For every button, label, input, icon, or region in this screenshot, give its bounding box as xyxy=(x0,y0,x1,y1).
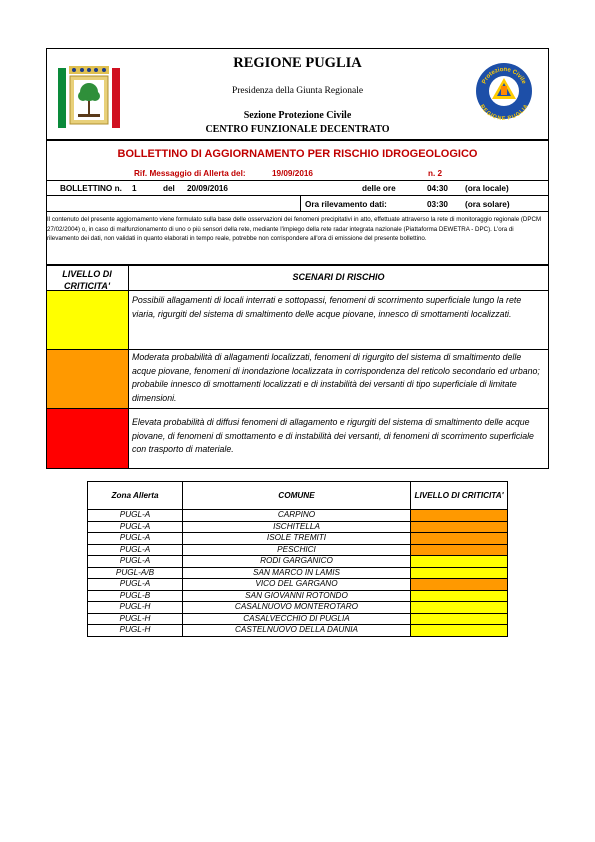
logo-text-bottom: REGIONE PUGLIA xyxy=(478,103,530,120)
table-row xyxy=(88,544,508,556)
criticita-cell-yellow xyxy=(411,602,508,614)
zone-cell: PUGL-A xyxy=(88,510,183,522)
criticita-cell-yellow xyxy=(411,590,508,602)
survey-value: 03:30 xyxy=(427,200,448,209)
comune-cell: SAN MARCO IN LAMIS xyxy=(183,567,411,579)
criticita-cell-orange xyxy=(411,521,508,533)
comune-cell: ISCHITELLA xyxy=(183,521,411,533)
table-row xyxy=(88,602,508,614)
scenario-text-orange: Moderata probabilità di allagamenti localizzati, fenomeni di rigurgito del sistema di smaltimento delle acque piovane, fenomeni di inondazione localizzata in corrispondenza del reticolo secondario ed urbano; probabile innesco di smottamenti localizzati e di instabilità dei versanti di tipo superficiale di limitate dimensioni. xyxy=(132,352,540,403)
level-swatch-orange xyxy=(47,350,128,408)
divider xyxy=(300,195,301,211)
table-row xyxy=(88,510,508,522)
col-comune-header: COMUNE xyxy=(183,482,411,510)
section-text: Sezione Protezione Civile xyxy=(243,110,352,121)
bulletin-number: 1 xyxy=(132,184,137,193)
zone-cell: PUGL-A xyxy=(88,521,183,533)
zone-cell: PUGL-A/B xyxy=(88,567,183,579)
criticita-cell-orange xyxy=(411,544,508,556)
criticita-cell-orange xyxy=(411,510,508,522)
col-zone-header: Zona Allerta xyxy=(88,482,183,510)
divider xyxy=(128,265,129,469)
bulletin-number-label: BOLLETTINO n. xyxy=(60,184,122,193)
criticita-cell-orange xyxy=(411,579,508,591)
table-row xyxy=(88,521,508,533)
comune-cell: CARPINO xyxy=(183,510,411,522)
comune-cell: SAN GIOVANNI ROTONDO xyxy=(183,590,411,602)
table-row xyxy=(88,533,508,545)
criticita-cell-yellow xyxy=(411,625,508,637)
date-label: del xyxy=(163,184,175,193)
survey-label: Ora rilevamento dati: xyxy=(305,200,387,209)
center-text: CENTRO FUNZIONALE DECENTRATO xyxy=(205,124,390,135)
zones-table xyxy=(87,481,508,637)
divider xyxy=(46,195,549,196)
comune-cell: RODI GARGANICO xyxy=(183,556,411,568)
scenario-text-yellow: Possibili allagamenti di locali interrati e sottopassi, fenomeni di scorrimento superficiale lungo la rete viaria, rigurgiti del sistema di smaltimento delle acque piovane, innesco di smottamenti localizzati. xyxy=(132,295,522,319)
comune-cell: PESCHICI xyxy=(183,544,411,556)
comune-cell: VICO DEL GARGANO xyxy=(183,579,411,591)
divider xyxy=(46,211,549,212)
survey-note: (ora solare) xyxy=(465,200,510,209)
logo-text-top: Protezione Civile xyxy=(481,66,527,85)
disclaimer-text: Il contenuto del presente aggiornamento viene formulato sulla base delle osservazioni dei fenomeni precipitativi in atto, effettuate attraverso la rete di monitoraggio regionale (DPCM 27/02/2004) o, in caso di malfunzionamento di uno o più sensori della rete, mediante l'impiego della rete radar integrata nazionale (Piattaforma DEWETRA - DPC). L'ora di rilevamento dei dati, non validati in quanto elaborati in tempo reale, potrebbe non corrispondere all'ora di emissione del presente bollettino. xyxy=(47,216,542,243)
bulletin-title: BOLLETTINO DI AGGIORNAMENTO PER RISCHIO IDROGEOLOGICO xyxy=(117,148,478,160)
scenario-text-red: Elevata probabilità di diffusi fenomeni di allagamento e rigurgiti del sistema di smaltimento delle acque piovane, di fenomeni di smottamento e di instabilità dei versanti, di fenomeni di scorrimento superficiale con trasporto di materiale. xyxy=(132,417,534,455)
level-swatch-red xyxy=(47,409,128,468)
hours-note: (ora locale) xyxy=(465,184,509,193)
table-row xyxy=(88,590,508,602)
table-row xyxy=(88,579,508,591)
col-scenari-header: SCENARI DI RISCHIO xyxy=(292,272,385,282)
ref-date: 19/09/2016 xyxy=(272,169,313,178)
hours-label: delle ore xyxy=(362,184,396,193)
zone-cell: PUGL-H xyxy=(88,602,183,614)
zone-cell: PUGL-A xyxy=(88,556,183,568)
zone-cell: PUGL-H xyxy=(88,613,183,625)
zone-cell: PUGL-A xyxy=(88,579,183,591)
region-title: REGIONE PUGLIA xyxy=(233,55,362,71)
hours-value: 04:30 xyxy=(427,184,448,193)
comune-cell: CASTELNUOVO DELLA DAUNIA xyxy=(183,625,411,637)
ref-label: Rif. Messaggio di Allerta del: xyxy=(134,169,246,178)
table-row xyxy=(88,567,508,579)
zone-cell: PUGL-A xyxy=(88,533,183,545)
level-swatch-yellow xyxy=(47,291,128,349)
regione-puglia-logo xyxy=(58,62,120,134)
comune-cell: ISOLE TREMITI xyxy=(183,533,411,545)
criticita-cell-yellow xyxy=(411,556,508,568)
col-criticita-header: LIVELLO DI CRITICITA' xyxy=(411,482,508,510)
zone-cell: PUGL-A xyxy=(88,544,183,556)
col-level-header: LIVELLO DI CRITICITA' xyxy=(62,269,112,291)
protezione-civile-logo xyxy=(475,62,533,120)
criticita-cell-yellow xyxy=(411,613,508,625)
table-row xyxy=(88,556,508,568)
ref-number: n. 2 xyxy=(428,169,443,178)
table-row xyxy=(88,625,508,637)
presidency-text: Presidenza della Giunta Regionale xyxy=(231,86,364,96)
zone-cell: PUGL-B xyxy=(88,590,183,602)
comune-cell: CASALVECCHIO DI PUGLIA xyxy=(183,613,411,625)
criticita-cell-yellow xyxy=(411,567,508,579)
comune-cell: CASALNUOVO MONTEROTARO xyxy=(183,602,411,614)
table-row xyxy=(88,613,508,625)
zone-cell: PUGL-H xyxy=(88,625,183,637)
criticita-cell-orange xyxy=(411,533,508,545)
divider xyxy=(46,180,549,181)
zones-body xyxy=(88,510,508,637)
bulletin-date: 20/09/2016 xyxy=(187,184,228,193)
